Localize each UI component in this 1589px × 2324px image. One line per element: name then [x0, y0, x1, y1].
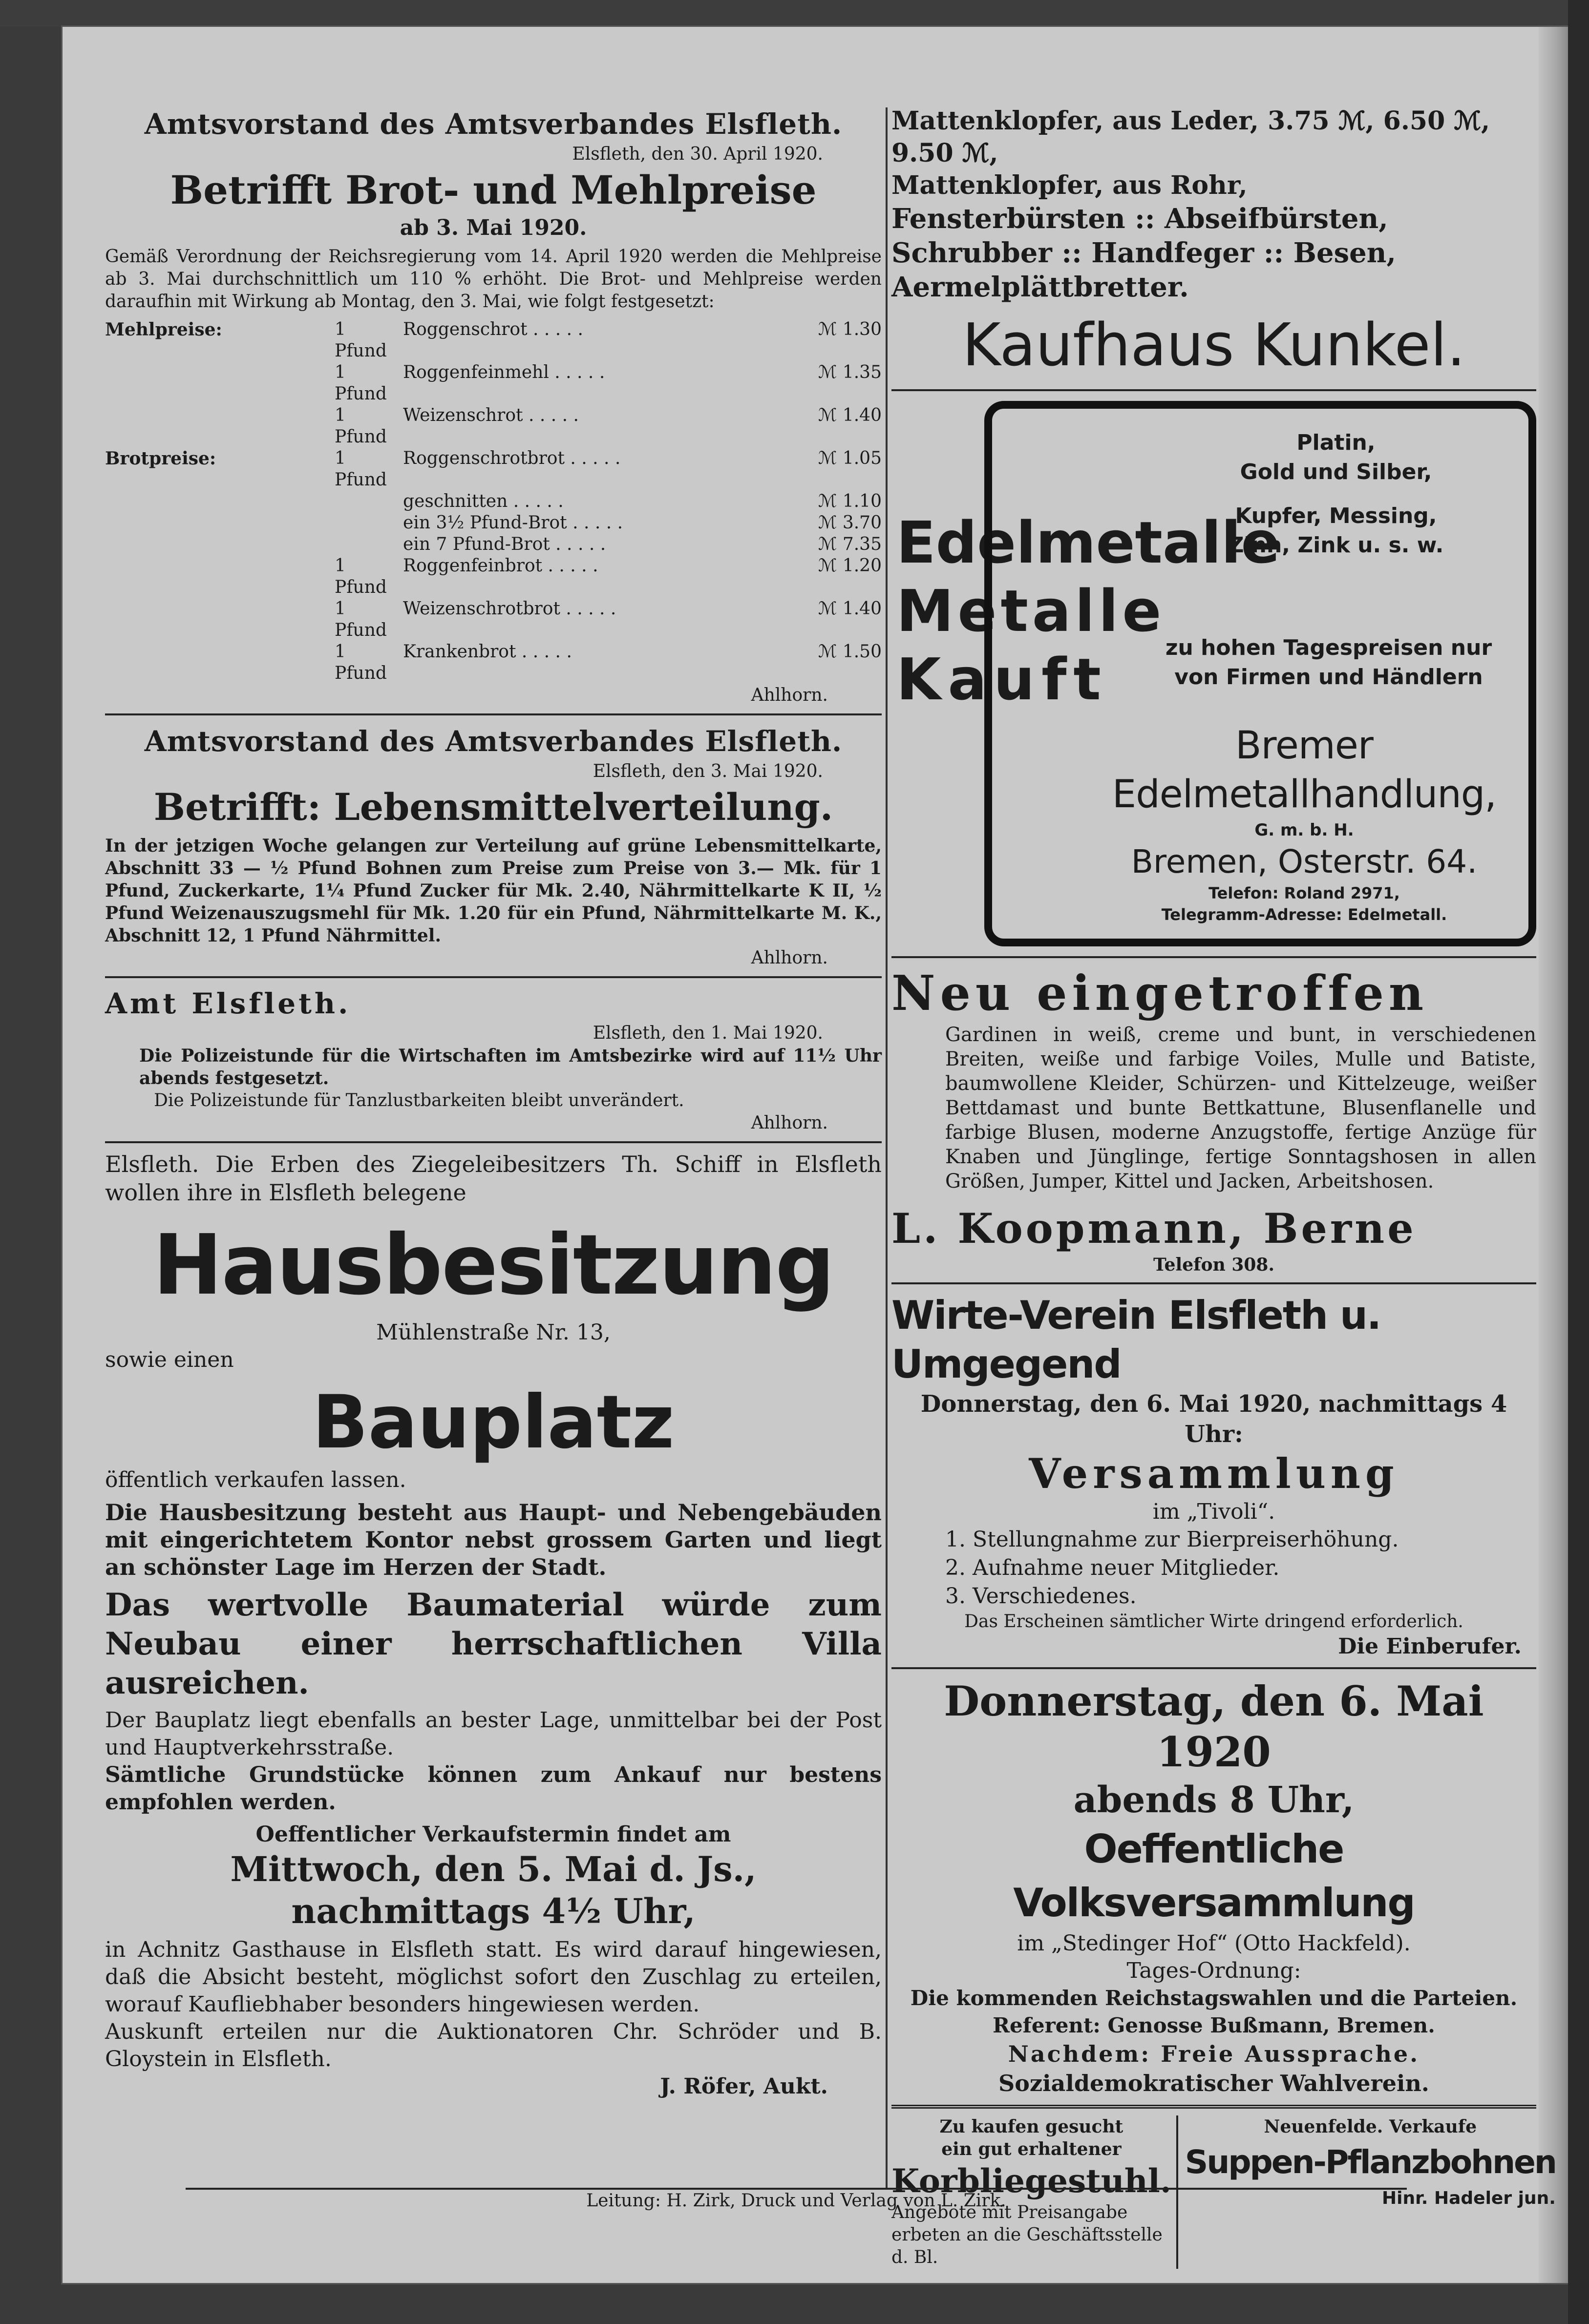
ad-volksversammlung [891, 1676, 1536, 2098]
signature: Ahlhorn. [751, 948, 828, 968]
price-quantity [335, 534, 403, 555]
shop-phone: Telefon 308. [1153, 1255, 1275, 1275]
ad-body: Gardinen in weiß, creme und bunt, in verschiedenen Breiten, weiße und farbige Voiles, Mulle und Batiste, baumwollene Kleider, Schürzen- und Kittelzeuge, weißer Bettdamast und bunte Bettkattune, Blusenflanelle und farbige Blusen, moderne Anzugstoffe, fertige Anzüge für Knaben und Jünglinge, fertige Sonntagshosen in allen Größen, Jumper, Kittel und Jacken, Arbeitshosen. [945, 1024, 1536, 1193]
agenda-item: 3. Verschiedenes. [945, 1584, 1137, 1609]
price-quantity: 1 Pfund [335, 599, 387, 640]
price-category [105, 534, 335, 555]
price-quantity: 1 Pfund [335, 556, 387, 597]
auction-time: nachmittags 4½ Uhr, [291, 1891, 696, 1931]
ad-line: Angebote mit Preisangabe erbeten an die Geschäftsstelle d. Bl. [891, 2202, 1163, 2267]
price-item: ein 3½ Pfund-Brot . . . . . [403, 513, 623, 533]
price-row [105, 512, 882, 534]
meeting-place: im „Tivoli“. [1152, 1499, 1275, 1524]
price-value: ℳ 3.70 [818, 513, 882, 533]
ad-paragraph: Oeffentlicher Verkaufstermin findet am [255, 1822, 731, 1847]
price-value: ℳ 1.20 [818, 556, 882, 576]
divider [891, 1282, 1536, 1284]
price-value: ℳ 1.50 [818, 642, 882, 662]
price-quantity [335, 512, 403, 534]
price-category [105, 405, 335, 448]
ad-subtitle: ab 3. Mai 1920. [400, 215, 587, 240]
ad-line: Zu kaufen gesucht [939, 2116, 1123, 2137]
price-category [105, 491, 335, 512]
metal-line: Zinn, Zink u. s. w. [1228, 533, 1444, 558]
ad-food-distribution [105, 722, 882, 969]
price-item: Roggenschrot . . . . . [403, 319, 583, 339]
scan-border-top [0, 0, 1589, 27]
price-value: ℳ 1.35 [818, 362, 882, 382]
agenda-item: 1. Stellungnahme zur Bierpreiserhöhung. [945, 1527, 1399, 1552]
scan-border-right [1568, 0, 1589, 2324]
ad-text: öffentlich verkaufen lassen. [105, 1467, 406, 1492]
column-divider [886, 107, 888, 2188]
price-row [105, 534, 882, 555]
store-name: Kaufhaus Kunkel. [962, 312, 1466, 379]
price-row [105, 362, 882, 405]
event-title: Oeffentliche Volksversammlung [1013, 1826, 1415, 1926]
ad-body: Die Polizeistunde für Tanzlustbarkeiten bleibt unverändert. [154, 1090, 684, 1110]
price-value: ℳ 7.35 [818, 534, 882, 554]
ad-body: Gemäß Verordnung der Reichsregierung vom 14. April 1920 werden die Mehlpreise ab 3. Mai durchschnittlich um 110 % erhöht. Die Brot- und Mehlpreise werden daraufhin mit Wirkung ab Montag, den 3. Mai, wie folgt festgesetzt: [105, 247, 882, 312]
ad-header: Amtsvorstand des Amtsverbandes Elsfleth. [144, 107, 843, 141]
agenda-item: 2. Aufnahme neuer Mitglieder. [945, 1555, 1280, 1580]
divider [891, 956, 1536, 958]
firm-phone: Telefon: Roland 2971, [1208, 884, 1400, 902]
framed-box [984, 401, 1536, 946]
ad-paragraph: Der Bauplatz liegt ebenfalls an bester Lage, unmittelbar bei der Post und Hauptverkehrsstraße. [105, 1708, 882, 1760]
price-value: ℳ 1.40 [818, 405, 882, 425]
price-value: ℳ 1.40 [818, 599, 882, 619]
firm-block [1090, 721, 1519, 925]
ad-paragraph-large: Das wertvolle Baumaterial würde zum Neubau einer herrschaftlichen Villa ausreichen. [105, 1587, 882, 1701]
ad-paragraph: Die Hausbesitzung besteht aus Haupt- und Nebengebäuden mit eingerichtetem Kontor nebst grossem Garten und liegt an schönster Lage im Herzen der Stadt. [105, 1499, 882, 1580]
metal-line: Gold und Silber, [1240, 460, 1432, 484]
price-quantity: 1 Pfund [335, 362, 387, 404]
ad-bread-prices [105, 105, 882, 707]
imprint: Leitung: H. Zirk, Druck und Verlag von L. Zirk. [586, 2191, 1006, 2211]
price-item: Roggenfeinmehl . . . . . [403, 362, 605, 382]
signature: Hinr. Hadeler jun. [1382, 2188, 1556, 2208]
event-place: im „Stedinger Hof“ (Otto Hackfeld). [1017, 1931, 1411, 1956]
price-list [105, 319, 882, 684]
ad-line: Aermelplättbretter. [891, 271, 1189, 303]
price-category [105, 512, 335, 534]
ad-item: Korbliegestuhl. [891, 2162, 1171, 2200]
divider [105, 713, 882, 715]
ad-line: Mattenklopfer, aus Rohr, [891, 170, 1248, 200]
firm-telegram: Telegramm-Adresse: Edelmetall. [1161, 905, 1447, 924]
agenda-topic: Die kommenden Reichstagswahlen und die Parteien. [910, 1986, 1518, 2010]
event-time: abends 8 Uhr, [1073, 1779, 1355, 1821]
ad-paragraph: in Achnitz Gasthause in Elsfleth statt. Es wird darauf hingewiesen, daß die Absicht besteht, möglichst sofort den Zuschlag zu erteilen, worauf Kaufliebhaber besonders hingewiesen werden. [105, 1937, 882, 2017]
divider [891, 2105, 1536, 2109]
signature: Ahlhorn. [751, 685, 828, 705]
price-row [105, 405, 882, 448]
price-category [105, 362, 335, 405]
firm-name: Bremer Edelmetallhandlung, [1112, 724, 1497, 817]
ad-paragraph: Auskunft erteilen nur die Auktionatoren Chr. Schröder und B. Gloystein in Elsfleth. [105, 2019, 882, 2072]
signature: Die Einberufer. [1338, 1634, 1522, 1659]
price-item: ein 7 Pfund-Brot . . . . . [403, 534, 606, 554]
heading-word: Edelmetalle [896, 509, 1280, 576]
agenda-label: Tages-Ordnung: [1126, 1958, 1301, 1983]
ad-kaufhaus-kunkel [891, 105, 1536, 382]
price-item: Weizenschrot . . . . . [403, 405, 579, 425]
ad-text: sowie einen [105, 1347, 234, 1372]
ad-item: Suppen-Pflanzbohnen [1185, 2143, 1556, 2181]
heading-word: Kauft [896, 646, 1108, 713]
terms-line: von Firmen und Händlern [1174, 665, 1483, 690]
ad-header: Amtsvorstand des Amtsverbandes Elsfleth. [144, 725, 843, 758]
divider [105, 1141, 882, 1143]
price-row [105, 491, 882, 512]
event-date: Donnerstag, den 6. Mai 1920 [944, 1677, 1484, 1776]
price-quantity: 1 Pfund [335, 448, 387, 490]
divider [891, 389, 1536, 391]
price-category [105, 641, 335, 684]
price-quantity [335, 491, 403, 512]
signature: J. Röfer, Aukt. [660, 2074, 828, 2099]
price-item: Roggenfeinbrot . . . . . [403, 556, 598, 576]
ad-title: Betrifft Brot- und Mehlpreise [170, 167, 817, 213]
auction-date: Mittwoch, den 5. Mai d. Js., [230, 1849, 757, 1889]
price-quantity: 1 Pfund [335, 642, 387, 683]
price-value: ℳ 1.05 [818, 448, 882, 468]
agenda-list [891, 1526, 1536, 1611]
ad-koopmann [891, 965, 1536, 1276]
ad-body: Die Polizeistunde für die Wirtschaften im Amtsbezirke wird auf 11½ Uhr abends festgesetzt. [139, 1046, 882, 1089]
divider [891, 1667, 1536, 1669]
metal-line: Platin, [1296, 430, 1376, 455]
speaker: Referent: Genosse Bußmann, Bremen. [993, 2013, 1435, 2037]
divider [105, 976, 882, 978]
price-value: ℳ 1.10 [818, 491, 882, 511]
ad-paragraph: Sämtliche Grundstücke können zum Ankauf nur bestens empfohlen werden. [105, 1762, 882, 1815]
ad-wirte-verein [891, 1291, 1536, 1660]
price-item: Weizenschrotbrot . . . . . [403, 599, 616, 619]
ad-police-hours [105, 985, 882, 1134]
signature: Ahlhorn. [751, 1113, 828, 1133]
meeting-title: Versammlung [1029, 1449, 1399, 1498]
heading-word: Metalle [896, 577, 1165, 645]
price-category [105, 555, 335, 598]
dateline: Elsfleth, den 30. April 1920. [572, 144, 823, 164]
price-row [105, 448, 882, 491]
firm-address: Bremen, Osterstr. 64. [1131, 843, 1478, 880]
headline-hausbesitzung: Hausbesitzung [153, 1217, 834, 1314]
price-quantity: 1 Pfund [335, 319, 387, 361]
ad-line: Mattenklopfer, aus Leder, 3.75 ℳ, 6.50 ℳ, 9.50 ℳ, [891, 106, 1490, 168]
metal-list [1153, 428, 1519, 560]
ad-intro: Elsfleth. Die Erben des Ziegeleibesitzers Th. Schiff in Elsfleth wollen ihre in Elsfleth belegene [105, 1151, 882, 1206]
ad-title: Neu eingetroffen [891, 965, 1429, 1022]
price-category: Mehlpreise: [105, 319, 222, 340]
note: Das Erscheinen sämtlicher Wirte dringend erforderlich. [964, 1612, 1463, 1632]
price-item: geschnitten . . . . . [403, 491, 564, 511]
ad-body: In der jetzigen Woche gelangen zur Verteilung auf grüne Lebensmittelkarte, Abschnitt 33 — ½ Pfund Bohnen zum Preise zum Preise von 3.— Mk. für 1 Pfund, Zuckerkarte, 1¼ Pfund Zucker für Mk. 2.40, Nährmittelkarte K II, ½ Pfund Weizenauszugsmehl für Mk. 1.20 für ein Pfund, Nährmittelkarte M. K., Abschnitt 12, 1 Pfund Nährmittel. [105, 836, 882, 946]
signature: Sozialdemokratischer Wahlverein. [998, 2070, 1429, 2096]
page-edge [1539, 27, 1568, 2283]
ad-line: Neuenfelde. Verkaufe [1264, 2116, 1477, 2137]
discussion: Nachdem: Freie Aussprache. [1008, 2041, 1420, 2067]
meeting-date: Donnerstag, den 6. Mai 1920, nachmittags 4 Uhr: [920, 1390, 1507, 1448]
price-row [105, 598, 882, 641]
price-item: Krankenbrot . . . . . [403, 642, 572, 662]
dateline: Elsfleth, den 1. Mai 1920. [593, 1023, 823, 1043]
ad-line: ein gut erhaltener [941, 2139, 1122, 2159]
price-row [105, 319, 882, 362]
right-column [891, 105, 1556, 2269]
price-value: ℳ 1.30 [818, 319, 882, 339]
ad-line: Fensterbürsten :: Abseifbürsten, [891, 203, 1388, 235]
price-row [105, 555, 882, 598]
ad-header: Amt Elsfleth. [105, 987, 351, 1020]
ad-title: Wirte-Verein Elsfleth u. Umgegend [891, 1293, 1381, 1387]
address: Mühlenstraße Nr. 13, [376, 1320, 611, 1345]
left-column [105, 105, 882, 2100]
terms-line: zu hohen Tagespreisen nur [1165, 635, 1492, 660]
ad-title: Betrifft: Lebensmittelverteilung. [153, 785, 833, 829]
price-item: Roggenschrotbrot . . . . . [403, 448, 621, 468]
price-row [105, 641, 882, 684]
headline-bauplatz: Bauplatz [312, 1380, 675, 1465]
metal-line: Kupfer, Messing, [1235, 503, 1437, 528]
dateline: Elsfleth, den 3. Mai 1920. [593, 761, 823, 781]
ad-line: Schrubber :: Handfeger :: Besen, [891, 237, 1396, 269]
price-quantity: 1 Pfund [335, 405, 387, 447]
ad-edelmetall [891, 401, 1536, 946]
ad-property-sale [105, 1150, 882, 2100]
metal-terms [1139, 633, 1519, 692]
price-category: Brotpreise: [105, 448, 216, 469]
price-category [105, 598, 335, 641]
firm-legal: G. m. b. H. [1254, 820, 1354, 840]
shop-name: L. Koopmann, Berne [891, 1204, 1417, 1253]
